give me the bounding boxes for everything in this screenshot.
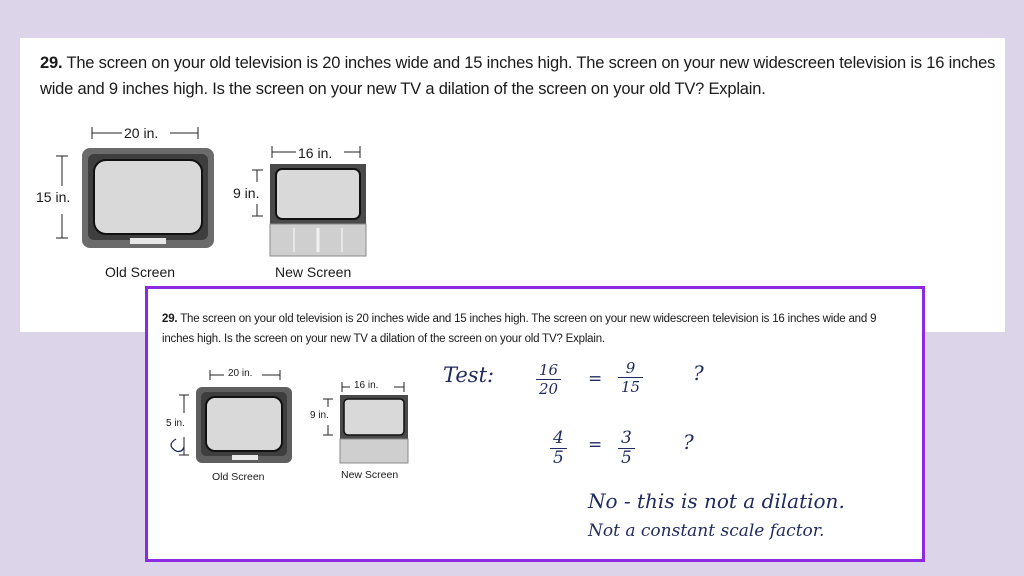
problem-text: [40, 50, 1000, 102]
problem-card-solution: [145, 286, 925, 562]
fraction-denominator: 5: [621, 448, 632, 468]
equals-sign: =: [588, 435, 603, 455]
fraction-numerator: 16: [536, 361, 561, 380]
fraction-denominator: 5: [553, 448, 564, 468]
new-height-label: 9 in.: [233, 185, 260, 201]
problem-text-copy: [162, 309, 902, 349]
fraction-9-15: [618, 359, 643, 396]
old-width-label: 20 in.: [124, 125, 159, 141]
new-width-label-small: 16 in.: [354, 380, 379, 391]
conclusion-line-1: No - this is not a dilation.: [588, 489, 845, 513]
old-height-label: 15 in.: [36, 189, 71, 205]
question-mark: ?: [683, 430, 694, 454]
problem-statement: The screen on your old television is 20 inches wide and 15 inches high. The screen on your new widescreen television is 16 inches wide and 9 inches high. Is the screen on your new TV a dilation of the screen on your old TV? Explain.: [40, 54, 996, 98]
fraction-3-5: [618, 429, 635, 468]
question-mark: ?: [693, 361, 704, 385]
old-tv-diagram: [50, 126, 240, 256]
fraction-numerator: 4: [550, 429, 567, 449]
problem-number-copy: 29.: [162, 313, 178, 325]
new-height-label-small: 9 in.: [310, 410, 329, 421]
fraction-numerator: 9: [618, 359, 643, 378]
conclusion-line-2: Not a constant scale factor.: [588, 521, 825, 541]
equals-sign: =: [588, 369, 603, 389]
fraction-4-5: [550, 429, 567, 468]
test-label: Test:: [443, 363, 495, 387]
old-screen-caption-small: Old Screen: [212, 471, 265, 483]
old-screen-caption: Old Screen: [105, 264, 176, 280]
new-width-label: 16 in.: [298, 145, 333, 161]
new-screen-caption: New Screen: [275, 264, 352, 280]
problem-statement-copy: The screen on your old television is 20 inches wide and 15 inches high. The screen on your new widescreen television is 16 inches wide and 9 inches high. Is the screen on your new TV a dilation of the screen on your old TV? Explain.: [162, 313, 877, 345]
old-height-label-small: 5 in.: [166, 418, 185, 429]
new-tv-diagram-small: [318, 381, 418, 471]
problem-number: 29.: [40, 54, 63, 72]
new-screen-caption-small: New Screen: [341, 469, 399, 481]
fraction-16-20: [536, 361, 561, 398]
old-width-label-small: 20 in.: [228, 368, 253, 379]
fraction-numerator: 3: [618, 429, 635, 449]
fraction-denominator: 15: [621, 378, 641, 396]
fraction-denominator: 20: [539, 380, 559, 398]
